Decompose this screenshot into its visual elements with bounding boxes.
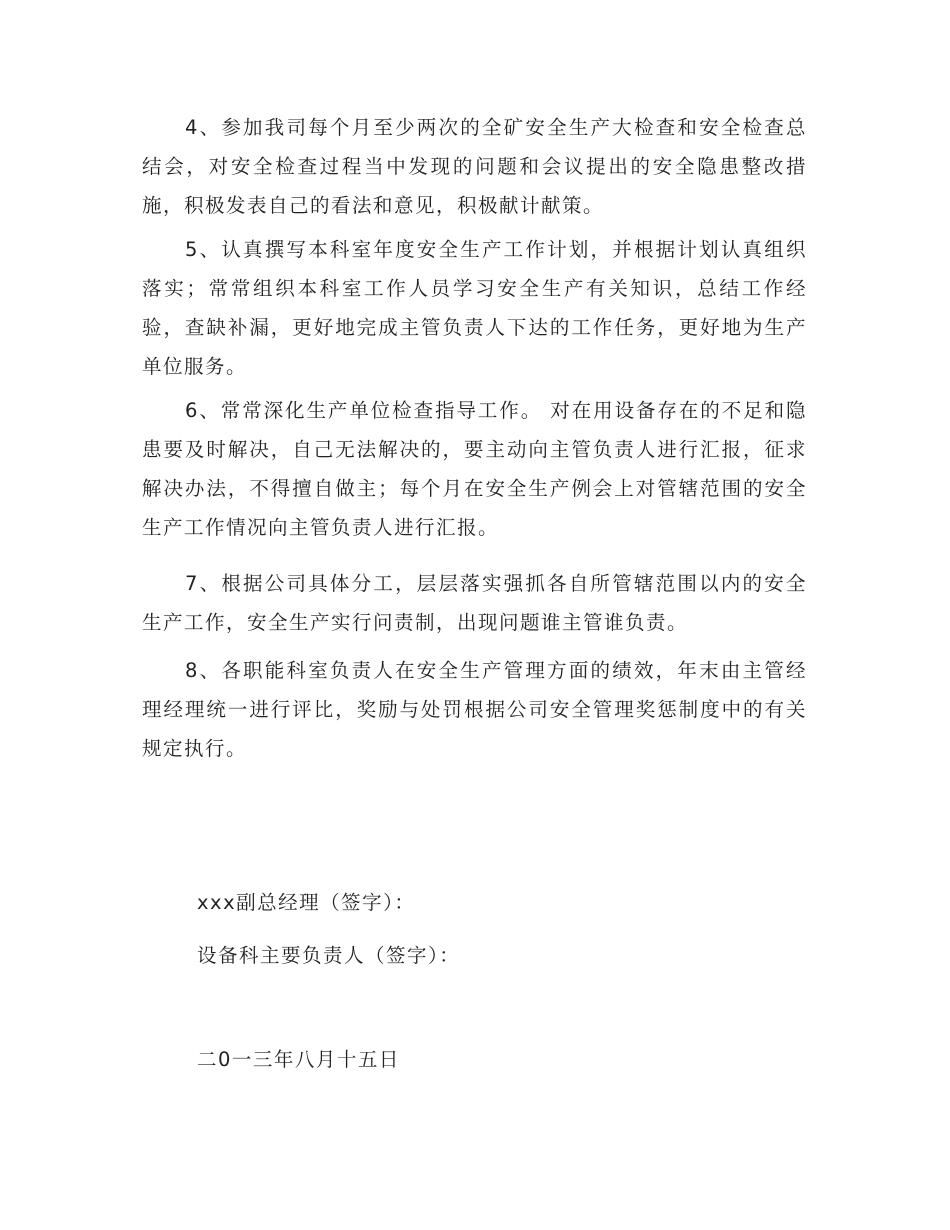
paragraph-item-5: 5、认真撰写本科室年度安全生产工作计划，并根据计划认真组织落实；常常组织本科室工作人员学习安全生产有关知识，总结工作经验，查缺补漏，更好地完成主管负责人下达的工作任务，更好地为生产单位服务。	[142, 238, 807, 378]
paragraph-item-4: 4、参加我司每个月至少两次的全矿安全生产大检查和安全检查总结会，对安全检查过程当中发现的问题和会议提出的安全隐患整改措施，积极发表自己的看法和意见，积极献计献策。	[142, 116, 807, 217]
paragraph-item-8: 8、各职能科室负责人在安全生产管理方面的绩效，年末由主管经理经理统一进行评比，奖励与处罚根据公司安全管理奖惩制度中的有关规定执行。	[142, 659, 807, 760]
signature-equipment-dept-head: 设备科主要负责人（签字）：	[197, 944, 461, 967]
paragraph-item-7: 7、根据公司具体分工，层层落实强抓各自所管辖范围以内的安全生产工作，安全生产实行问责制，出现问题谁主管谁负责。	[142, 572, 807, 634]
paragraph-item-6: 6、常常深化生产单位检查指导工作。 对在用设备存在的不足和隐患要及时解决，自己无法解决的，要主动向主管负责人进行汇报，征求解决办法，不得擅自做主；每个月在安全生产例会上对管辖范围的安全生产工作情况向主管负责人进行汇报。	[142, 399, 807, 539]
signature-vice-general-manager: xxx副总经理（签字）：	[197, 891, 416, 914]
document-date: 二0一三年八月十五日	[197, 1048, 400, 1071]
